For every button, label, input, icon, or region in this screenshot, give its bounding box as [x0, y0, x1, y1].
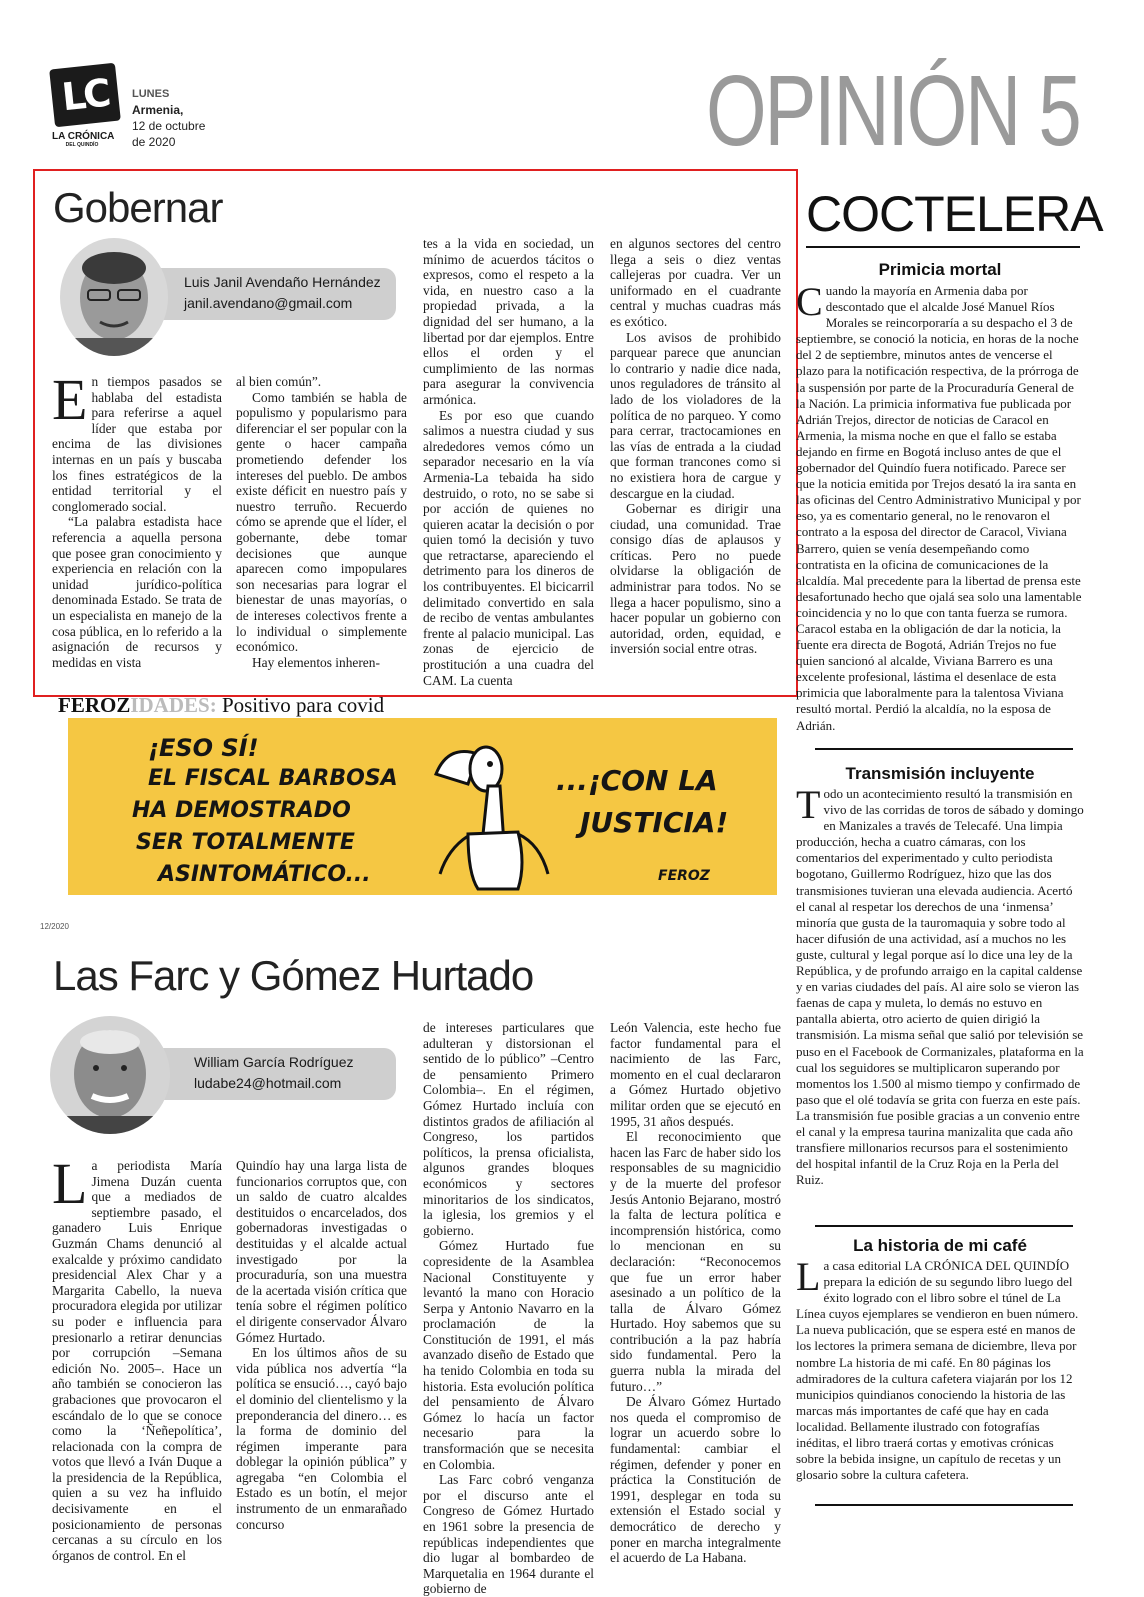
date-line-2: de 2020	[132, 135, 176, 149]
sidebar-item-text	[796, 782, 1084, 1188]
paragraph: León Valencia, este hecho fue factor fundamental para el nacimiento de las Farc, momento en el cual declararon a Gómez Hurtado objetivo militar orden que se ejecutó en 1995, 31 años después.	[610, 1020, 781, 1129]
cartoon-date: 12/2020	[40, 922, 69, 931]
cartoon-signature: FEROZ	[658, 868, 710, 884]
city: Armenia,	[132, 103, 184, 117]
logo-letters: LC	[49, 63, 121, 128]
drop-cap: L	[52, 1151, 88, 1216]
paragraph: tes a la vida en sociedad, un mínimo de acuerdos tácitos o expresos, como el respeto a la vida, en nuestro caso a la propiedad privada, a la dignidad del ser humano, a la libertad por dar ejemplos. Entre ellos el orden y el cumplimiento de las normas para asegurar la convivencia armónica.	[423, 236, 594, 407]
cartoon-title	[58, 693, 384, 718]
paragraph: al bien común”.	[236, 374, 322, 389]
sidebar-rule	[806, 246, 1080, 248]
paragraph: De Álvaro Gómez Hurtado nos queda el compromiso de lograr un acuerdo sobre lo fundamental: cambiar el régimen, defender y poner en práctica la Constitución de 1991, desplegar en toda su extensión el Estado social y democrático de derecho y poner en marcha integralmente el acuerdo de La Habana.	[610, 1394, 781, 1566]
drop-cap: C	[796, 279, 823, 324]
article-1-title: Gobernar	[53, 184, 223, 231]
bubble-2-line-2: JUSTICIA!	[580, 806, 729, 839]
sidebar-item-text	[796, 279, 1084, 734]
author-email: ludabe24@hotmail.com	[194, 1075, 342, 1091]
paragraph: “La palabra estadista hace referencia a aquella persona que posee gran conocimiento y experiencia en relación con la unidad jurídico-política denominada Estado. Se trata de un especialista en manejo de la cosa pública, en lo referido a la asignación de recursos y medidas en vista	[52, 514, 222, 670]
paragraph: Quindío hay una larga lista de funcionarios corruptos que, con un saldo de cuatro alcaldes destituidos o encarcelados, dos gobernadoras investigadas o destituidas y el alcalde actual investigado por la procuraduría, son una muestra de la acertada visión crítica que tenía sobre el régimen político el dirigente conservador Álvaro Gómez Hurtado.	[236, 1158, 407, 1345]
bubble-1-line-3: HA DEMOSTRADO	[132, 798, 351, 823]
sidebar-title: COCTELERA	[806, 186, 1103, 242]
paragraph: El reconocimiento que hacen las Farc de haber sido los responsables de su magnicidio y de la muerte del profesor Jesús Antonio Bejarano, mostró la falta de lectura política e incomprensión histórica, como lo mencionan en su declaración: “Reconocemos que fue un error haber asesinado a un político de la talla de Álvaro Gómez Hurtado. Hoy sabemos que su contribución a la paz habría sido fundamental. Pero la guerra nubla la mirada del futuro…”	[610, 1129, 781, 1394]
portrait-icon	[50, 1016, 170, 1134]
sidebar-paragraph: uando la mayoría en Armenia daba por descontado que el alcalde José Manuel Ríos Morales se reincorporaría a su despacho el 3 de septiembre, se conoció la noticia, en horas de la noche del 2 de septiembre, minutos antes de vencerse el plazo para la notificación respectiva, de la prórroga de la suspensión por parte de la Procuraduría General de la Nación. La primicia informativa fue publicada por Adrián Trejos, director de noticias de Caracol en Armenia, la misma noche en que el fallo se estaba dejando en firme en Bogotá incluso antes de que el gobernador del Quindío fuera notificado. Parece ser que la noticia emitida por Trejos desató la ira santa en las oficinas del Centro Administrativo Municipal y por eso, ya es comentario general, no le renovaron el contrato a la esposa del director de Caracol, Viviana Barrero, quien se venía desempeñando como contratista en la oficina de comunicaciones de la alcaldía. Mal precedente para la libertad de prensa este desafortunado hecho que ojalá sea solo una lamentable coincidencia y no lo que con tanta fuerza se rumora. Caracol estaba en la obligación de dar la noticia, la fuente era directa de Bogotá, Adrián Trejos no fue quien sancionó al alcalde, Viviana Barrero es una excelente profesional, lástima el desenlace de esta primicia que laboralmente para la talentosa Viviana resultó mortal. Perdió la alcaldía, no la esposa de Adrián.	[796, 283, 1082, 733]
paragraph: a periodista María Jimena Duzán cuenta que a mediados de septiembre pasado, el ganadero Luis Enrique Guzmán Chams denunció al exalcalde y próximo candidato presidencial Alex Char y a Margarita Cabello, la nueva procuradora elegida por utilizar su poder e influencia para presionarlo a retirar denuncias por corrupción –Semana edición No. 2005–. Hace un año también se conocieron las grabaciones que provocaron el escándalo de lo que se conoce como la ‘Ñeñepolítica’, relacionada con la compra de votos que llevó a Iván Duque a la presidencia de la República, quien a su vez ha influido decisivamente en el posicionamiento de personas cercanas a su círculo en los órganos de control. En el	[52, 1158, 222, 1563]
author-1-photo	[60, 238, 168, 356]
newspaper-logo	[52, 66, 122, 148]
article-1-column-1	[52, 367, 222, 670]
cartoon-panel	[68, 718, 777, 895]
article-1-column-4	[610, 236, 781, 657]
bubble-1-line-4: SER TOTALMENTE	[136, 830, 355, 855]
paragraph: Gómez Hurtado fue copresidente de la Asamblea Nacional Constituyente y levantó la mano con Horacio Serpa y Antonio Navarro en la proclamación de la Constitución de 1991, el más avanzado diseño de Estado que ha tenido Colombia en toda su historia. Esta evolución política del pensamiento de Álvaro Gómez lo hacía un factor necesario para la transformación que se necesita en Colombia.	[423, 1238, 594, 1472]
cartoon-title-bold: FEROZ	[58, 693, 131, 717]
article-1-column-3	[423, 236, 594, 688]
portrait-icon	[60, 238, 168, 356]
article-2-title: Las Farc y Gómez Hurtado	[53, 952, 534, 999]
drop-cap: T	[796, 782, 821, 827]
sidebar-item-text	[796, 1254, 1084, 1483]
article-2-column-1	[52, 1151, 222, 1563]
article-1-column-2	[236, 374, 407, 670]
sidebar-rule	[815, 1504, 1073, 1506]
author-2-photo	[50, 1016, 170, 1134]
sidebar-rule	[815, 1225, 1073, 1227]
paragraph: Las Farc cobró venganza por el discurso ante el Congreso de Gómez Hurtado en 1961 sobre la presencia de repúblicas independientes que dio lugar al bombardeo de Marquetalia en 1964 durante el gobierno de	[423, 1472, 594, 1597]
weekday: LUNES	[132, 88, 170, 100]
article-2-column-2	[236, 1158, 407, 1532]
paragraph: en algunos sectores del centro llega a seis o diez ventas callejeras por cuadra. Ver un uniformado en el cuadrante central y muchas cuadras más es exótico.	[610, 236, 781, 329]
cartoon-title-light: IDADES:	[130, 693, 217, 717]
paragraph: n tiempos pasados se hablaba del estadista para referirse a aquel líder que estaba por encima de las divisiones internas en un país y buscaba los fines estratégicos de la entidad territorial y el conglomerado social.	[52, 374, 222, 514]
sidebar-item-heading: Transmisión incluyente	[845, 764, 1035, 783]
bubble-1-line-2: EL FISCAL BARBOSA	[148, 766, 398, 791]
section-title: OPINIÓN 5	[706, 55, 1080, 167]
caricature-figure-icon	[408, 724, 568, 894]
paragraph: de intereses particulares que adulteran y distorsionan el sentido de lo público” –Centro de pensamiento Primero Colombia–. En el régimen, Gómez Hurtado incluía con distintos grados de afiliación al Congreso, los partidos políticos, la prensa oficialista, algunos grandes bloques económicos y sectores minoritarios de los sindicatos, la iglesia, los gremios y el gobierno.	[423, 1020, 594, 1238]
author-name: William García Rodríguez	[194, 1054, 354, 1070]
paragraph: Los avisos de prohibido parquear parece que anuncian lo contrario y nadie dice nada, unos reguladores de tránsito al lado de los violadores de la política de no parqueo. Y como para cerrar, tractocamiones en las vías de entrada a la ciudad que forman trancones como si no existiera hora de cargue y descargue en la ciudad.	[610, 329, 781, 501]
cartoon-title-rest: Positivo para covid	[216, 693, 385, 717]
bubble-2-line-1: ...¡CON LA	[556, 764, 718, 797]
sidebar-paragraph: a casa editorial LA CRÓNICA DEL QUINDÍO prepara la edición de su segundo libro luego del éxito logrado con el libro sobre el túnel de La Línea cuyos ejemplares se vendieron en buen número. La nueva publicación, que se espera esté en manos de los lectores la primera semana de diciembre, lleva por nombre La historia de mi café. En 80 páginas los admiradores de la cultura cafetera viajarán por los 12 municipios quindianos conociendo la historia de las marcas más importantes de café que hay en cada localidad. Bellamente ilustrado con fotografías inéditas, el libro traerá cortas y emotivas crónicas sobre la bebida insigne, un capítulo de recetas y un glosario sobre la cultura cafetera.	[796, 1258, 1079, 1483]
article-2-author-box	[150, 1048, 396, 1100]
drop-cap: E	[52, 367, 88, 432]
article-2-column-4	[610, 1020, 781, 1566]
author-email: janil.avendano@gmail.com	[184, 295, 353, 311]
bubble-1-line-5: ASINTOMÁTICO...	[158, 862, 371, 887]
bubble-1-line-1: ¡ESO SÍ!	[148, 734, 259, 762]
article-1-author-box	[150, 268, 396, 320]
drop-cap: L	[796, 1254, 821, 1299]
sidebar-item-heading: La historia de mi café	[853, 1236, 1027, 1255]
author-name: Luis Janil Avendaño Hernández	[184, 274, 381, 290]
sidebar-paragraph: odo un acontecimiento resultó la transmisión en vivo de las corridas de toros de sábado y domingo en Manizales a través de Telecafé. Una limpia producción, hecha a cuatro cámaras, con los comentarios del experimentado y culto periodista bogotano, Guillermo Rodríguez, hizo que las dos transmisiones tuvieran una elevada audiencia. Acertó el canal al respetar los derechos de una ‘inmensa’ minoría que gusta de la tauromaquia y sobre todo al hacer difusión de una actividad, así a muchos no les guste, cultural y legal porque así lo dice una ley de la República, y de profundo arraigo en la capital caldense y en varias ciudades del país. Al aire solo se vieron las faenas de capa y muleta, lo demás no estuvo en pantalla abierta, otro acierto de quien dirigió la transmisión. La misma señal que salió por televisión se puso en el Facebook de Cormanizales, plataforma en la cual los seguidores se multiplicaron superando por momentos los 1.500 al mismo tiempo y confirmado de paso que el olé todavía se grita con fuerza en este país. La transmisión fue posible gracias a un convenio entre el canal y la empresa taurina manizalita que cada año transfiere millonarios recursos para el sostenimiento del hospital infantil de la Cruz Roja en la Perla del Ruiz.	[796, 786, 1084, 1188]
paragraph: Como también se habla de populismo y popularismo para diferenciar el ser popular con la gente o hacer campaña prometiendo defender los intereses del pueblo. De ambos existe déficit en nuestro país y nuestro terruño. Recuerdo cómo se aprende que el líder, el gobernante, debe tomar decisiones que aunque aparecen como impopulares son necesarias para lograr el bienestar de unas mayorías, o de intereses colectivos frente a lo individual o simplemente económico.	[236, 389, 407, 655]
sidebar-rule	[815, 748, 1073, 750]
logo-sub: DEL QUINDÍO	[65, 142, 99, 148]
paragraph: En los últimos años de su vida pública nos advertía “la política se ensució…, cayó bajo el dominio del clientelismo y la preponderancia del dinero… es la forma de dominio del régimen imperante para doblegar la opinión pública” y agregaba “en Colombia el Estado es un botín, el mejor instrumento de un enmarañado concurso	[236, 1345, 407, 1532]
date-block	[132, 86, 205, 150]
logo-name: LA CRÓNICA	[52, 131, 115, 142]
paragraph: Gobernar es dirigir una ciudad, una comunidad. Trae consigo días de aplausos y críticas. Pero no puede olvidarse la obligación de administrar para todos. No se llega a hacer populismo, sino a hacer popular un gobierno con autoridad, orden, equidad, e inversión social entre otras.	[610, 501, 781, 657]
paragraph: Hay elementos inheren-	[252, 654, 380, 670]
paragraph: Es por eso que cuando salimos a nuestra ciudad y sus alrededores vemos cómo un separador necesario en la vía Armenia-La tebaida ha sido destruido, o roto, no se sabe si por acción de quienes no quieren acatar la decisión o por quien tomó la decisión y tuvo que retractarse, apareciendo el detrimento para los dineros de los contribuyentes. El bicicarril delimitado convertido en sala de recibo de ventas ambulantes frente al palacio municipal. Las zonas de ejercicio de prostitución a una cuadra del CAM. La cuenta	[423, 407, 594, 688]
date-line-1: 12 de octubre	[132, 119, 206, 133]
article-2-column-3	[423, 1020, 594, 1597]
sidebar-item-heading: Primicia mortal	[878, 260, 1002, 279]
